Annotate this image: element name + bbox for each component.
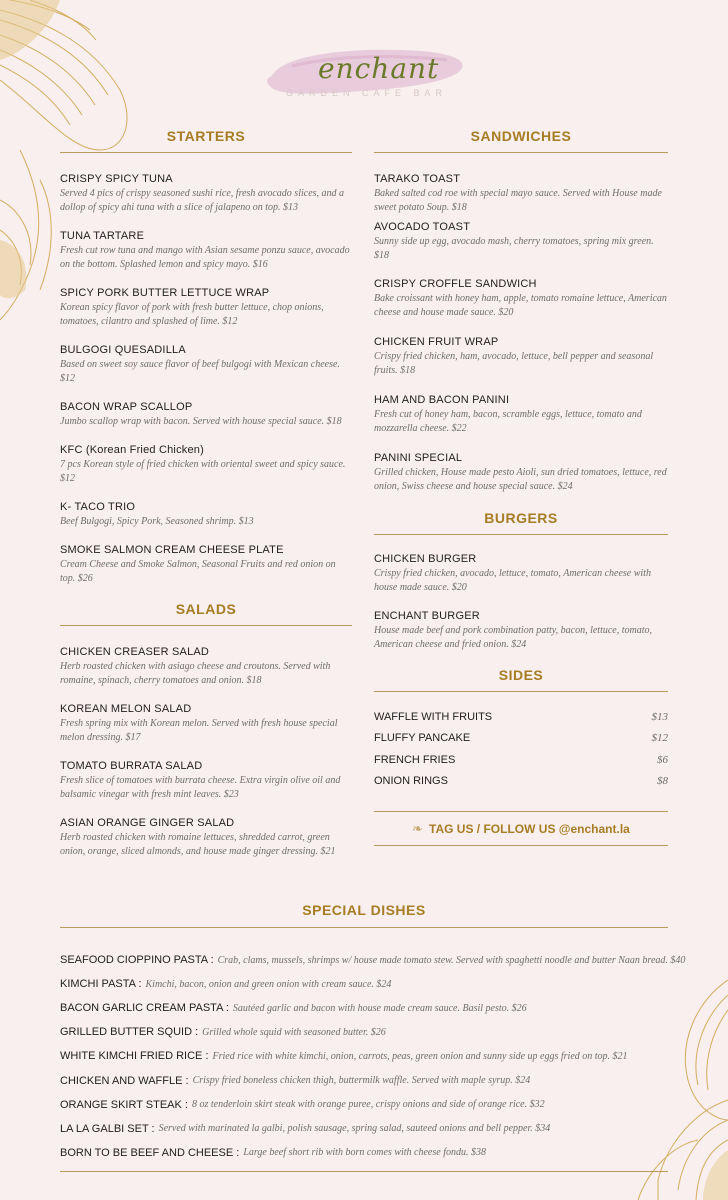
menu-item	[60, 344, 352, 386]
item-description: Served 4 pics of crispy seasoned sushi rice, fresh avocado slices, and a dollop of spicy ahi tuna with a slice of jalapeno on top. $13	[60, 188, 345, 213]
starters-title: STARTERS	[60, 128, 352, 153]
item-description: Herb roasted chicken with asiago cheese and croutons. Served with romaine, spinach, cherry tomatoes and onion. $18	[60, 661, 331, 686]
burgers-list	[374, 553, 668, 652]
section-divider	[60, 1171, 668, 1172]
right-column	[374, 128, 668, 792]
special-item	[60, 1044, 668, 1068]
burgers-title: BURGERS	[374, 510, 668, 535]
menu-item	[60, 646, 352, 688]
special-item	[60, 1117, 668, 1141]
special-dishes-title: SPECIAL DISHES	[60, 902, 668, 928]
left-column	[60, 128, 352, 874]
special-description: Kimchi, bacon, onion and green onion with cream sauce. $24	[145, 978, 392, 990]
special-description: Fried rice with white kimchi, onion, carrots, peas, green onion and sunny side up eggs fried on top. $21	[212, 1050, 628, 1062]
special-item	[60, 1020, 668, 1044]
special-item	[60, 948, 686, 972]
side-price: $6	[657, 753, 668, 766]
menu-item	[374, 173, 668, 215]
salads-list	[60, 646, 352, 859]
special-name: BACON GARLIC CREAM PASTA :	[60, 1002, 229, 1015]
special-description: Crispy fried boneless chicken thigh, buttermilk waffle. Served with maple syrup. $24	[192, 1075, 531, 1087]
special-dishes-list	[60, 948, 686, 1165]
item-description: Baked salted cod roe with special mayo sauce. Served with House made sweet potato Soup. $18	[374, 188, 662, 213]
side-price: $8	[657, 775, 668, 788]
special-item	[60, 1093, 668, 1117]
item-name: CHICKEN CREASER SALAD	[60, 646, 210, 658]
menu-item	[60, 230, 352, 272]
menu-item	[60, 760, 352, 802]
sandwiches-title: SANDWICHES	[374, 128, 668, 153]
item-name: K- TACO TRIO	[60, 501, 136, 513]
menu-item	[60, 544, 352, 586]
item-name: KFC (Korean Fried Chicken)	[60, 444, 204, 456]
special-dishes-section	[60, 902, 686, 1172]
sides-list	[374, 706, 668, 792]
menu-item	[374, 452, 668, 494]
side-item	[374, 771, 668, 793]
item-description: Crispy fried chicken, avocado, lettuce, tomato, American cheese with house made sauce. $20	[374, 568, 651, 593]
leaf-icon: ❧	[412, 820, 424, 836]
special-description: Crab, clams, mussels, shrimps w/ house made tomato stew. Served with spaghetti noodle and butter Naan bread. $40	[217, 954, 686, 966]
menu-item	[374, 278, 668, 320]
item-name: CRISPY SPICY TUNA	[60, 173, 173, 185]
item-description: Korean spicy flavor of pork with fresh butter lettuce, chop onions, tomatoes, cilantro and splashed of lime. $12	[60, 302, 324, 327]
item-name: CRISPY CROFFLE SANDWICH	[374, 278, 537, 290]
item-description: House made beef and pork combination patty, bacon, lettuce, tomato, American cheese and fried onion. $24	[374, 625, 653, 650]
special-name: ORANGE SKIRT STEAK :	[60, 1098, 188, 1111]
item-description: Fresh spring mix with Korean melon. Served with fresh house special melon dressing. $17	[60, 718, 338, 743]
salads-title: SALADS	[60, 601, 352, 626]
item-description: Cream Cheese and Smoke Salmon, Seasonal Fruits and red onion on top. $26	[60, 559, 336, 584]
special-name: LA LA GALBI SET :	[60, 1122, 155, 1135]
item-name: SMOKE SALMON CREAM CHEESE PLATE	[60, 544, 284, 556]
special-description: Grilled whole squid with seasoned butter. $26	[202, 1026, 386, 1038]
item-name: SPICY PORK BUTTER LETTUCE WRAP	[60, 287, 270, 299]
menu-item	[60, 444, 352, 486]
item-name: BULGOGI QUESADILLA	[60, 344, 186, 356]
menu-item	[60, 401, 352, 429]
sandwiches-list	[374, 173, 668, 494]
brand-name: enchant	[318, 52, 440, 85]
special-name: GRILLED BUTTER SQUID :	[60, 1026, 199, 1039]
menu-item	[60, 703, 352, 745]
side-item	[374, 728, 668, 750]
menu-item	[374, 553, 668, 595]
menu-item	[374, 336, 668, 378]
item-description: Bake croissant with honey ham, apple, tomato romaine lettuce, American cheese and house made sauce. $20	[374, 293, 667, 318]
item-name: CHICKEN BURGER	[374, 553, 477, 565]
item-name: HAM AND BACON PANINI	[374, 394, 510, 406]
special-name: KIMCHI PASTA :	[60, 978, 142, 991]
special-name: WHITE KIMCHI FRIED RICE :	[60, 1050, 209, 1063]
menu-item	[374, 394, 668, 436]
item-description: Based on sweet soy sauce flavor of beef bulgogi with Mexican cheese. $12	[60, 359, 340, 384]
brand-subtitle: GARDEN CAFE BAR	[286, 88, 448, 98]
item-name: ASIAN ORANGE GINGER SALAD	[60, 817, 235, 829]
menu-item	[60, 817, 352, 859]
side-name: FLUFFY PANCAKE	[374, 732, 471, 745]
side-price: $12	[651, 732, 668, 745]
menu-item	[60, 173, 352, 215]
side-name: ONION RINGS	[374, 775, 448, 788]
item-description: Grilled chicken, House made pesto Aioli, sun dried tomatoes, lettuce, red onion, Swiss cheese and house special sauce. $24	[374, 467, 667, 492]
side-item	[374, 706, 668, 728]
menu-item	[60, 501, 352, 529]
item-name: KOREAN MELON SALAD	[60, 703, 192, 715]
social-tag-banner	[374, 811, 668, 846]
item-description: Fresh cut row tuna and mango with Asian sesame ponzu sauce, avocado on the bottom. Splashed lemon and spicy mayo. $16	[60, 245, 350, 270]
item-name: PANINI SPECIAL	[374, 452, 463, 464]
menu-item	[374, 221, 668, 263]
side-price: $13	[651, 710, 668, 723]
special-item	[60, 1068, 668, 1092]
item-name: CHICKEN FRUIT WRAP	[374, 336, 499, 348]
menu-item	[374, 610, 668, 652]
item-name: TARAKO TOAST	[374, 173, 461, 185]
item-description: Jumbo scallop wrap with bacon. Served with house special sauce. $18	[60, 416, 342, 427]
item-description: Beef Bulgogi, Spicy Pork, Seasoned shrimp. $13	[60, 516, 254, 527]
item-description: Crispy fried chicken, ham, avocado, lettuce, bell pepper and seasonal fruits. $18	[374, 351, 654, 376]
social-tag-text[interactable]: TAG US / FOLLOW US @enchant.la	[429, 821, 630, 836]
item-description: Fresh slice of tomatoes with burrata cheese. Extra virgin olive oil and balsamic vinegar with fresh mint leaves. $23	[60, 775, 341, 800]
item-description: Fresh cut of honey ham, bacon, scramble eggs, lettuce, tomato and mozzarella cheese. $22	[374, 409, 642, 434]
item-name: TOMATO BURRATA SALAD	[60, 760, 203, 772]
side-name: FRENCH FRIES	[374, 753, 456, 766]
item-name: TUNA TARTARE	[60, 230, 145, 242]
special-description: Sautéed garlic and bacon with house made cream sauce. Basil pesto. $26	[232, 1002, 527, 1014]
special-name: SEAFOOD CIOPPINO PASTA :	[60, 954, 214, 967]
item-name: BACON WRAP SCALLOP	[60, 401, 193, 413]
side-name: WAFFLE WITH FRUITS	[374, 710, 493, 723]
item-description: Sunny side up egg, avocado mash, cherry tomatoes, spring mix green. $18	[374, 236, 654, 261]
special-name: CHICKEN AND WAFFLE :	[60, 1074, 189, 1087]
item-name: ENCHANT BURGER	[374, 610, 480, 622]
special-item	[60, 996, 668, 1020]
special-item	[60, 972, 668, 996]
item-description: 7 pcs Korean style of fried chicken with oriental sweet and spicy sauce. $12	[60, 459, 346, 484]
brand-logo	[262, 36, 472, 106]
menu-item	[60, 287, 352, 329]
special-item	[60, 1141, 668, 1165]
side-item	[374, 749, 668, 771]
sides-title: SIDES	[374, 667, 668, 692]
item-description: Herb roasted chicken with romaine lettuces, shredded carrot, green onion, orange, sliced almonds, and house made ginger dressing. $21	[60, 832, 336, 857]
special-description: 8 oz tenderloin skirt steak with orange puree, crispy onions and side of orange rice. $32	[191, 1099, 545, 1111]
item-name: AVOCADO TOAST	[374, 221, 471, 233]
special-description: Served with marinated la galbi, polish sausage, spring salad, sauteed onions and bell pepper. $34	[158, 1123, 551, 1135]
starters-list	[60, 173, 352, 586]
special-description: Large beef short rib with born comes with cheese fondu. $38	[243, 1147, 486, 1159]
special-name: BORN TO BE BEEF AND CHEESE :	[60, 1146, 240, 1159]
